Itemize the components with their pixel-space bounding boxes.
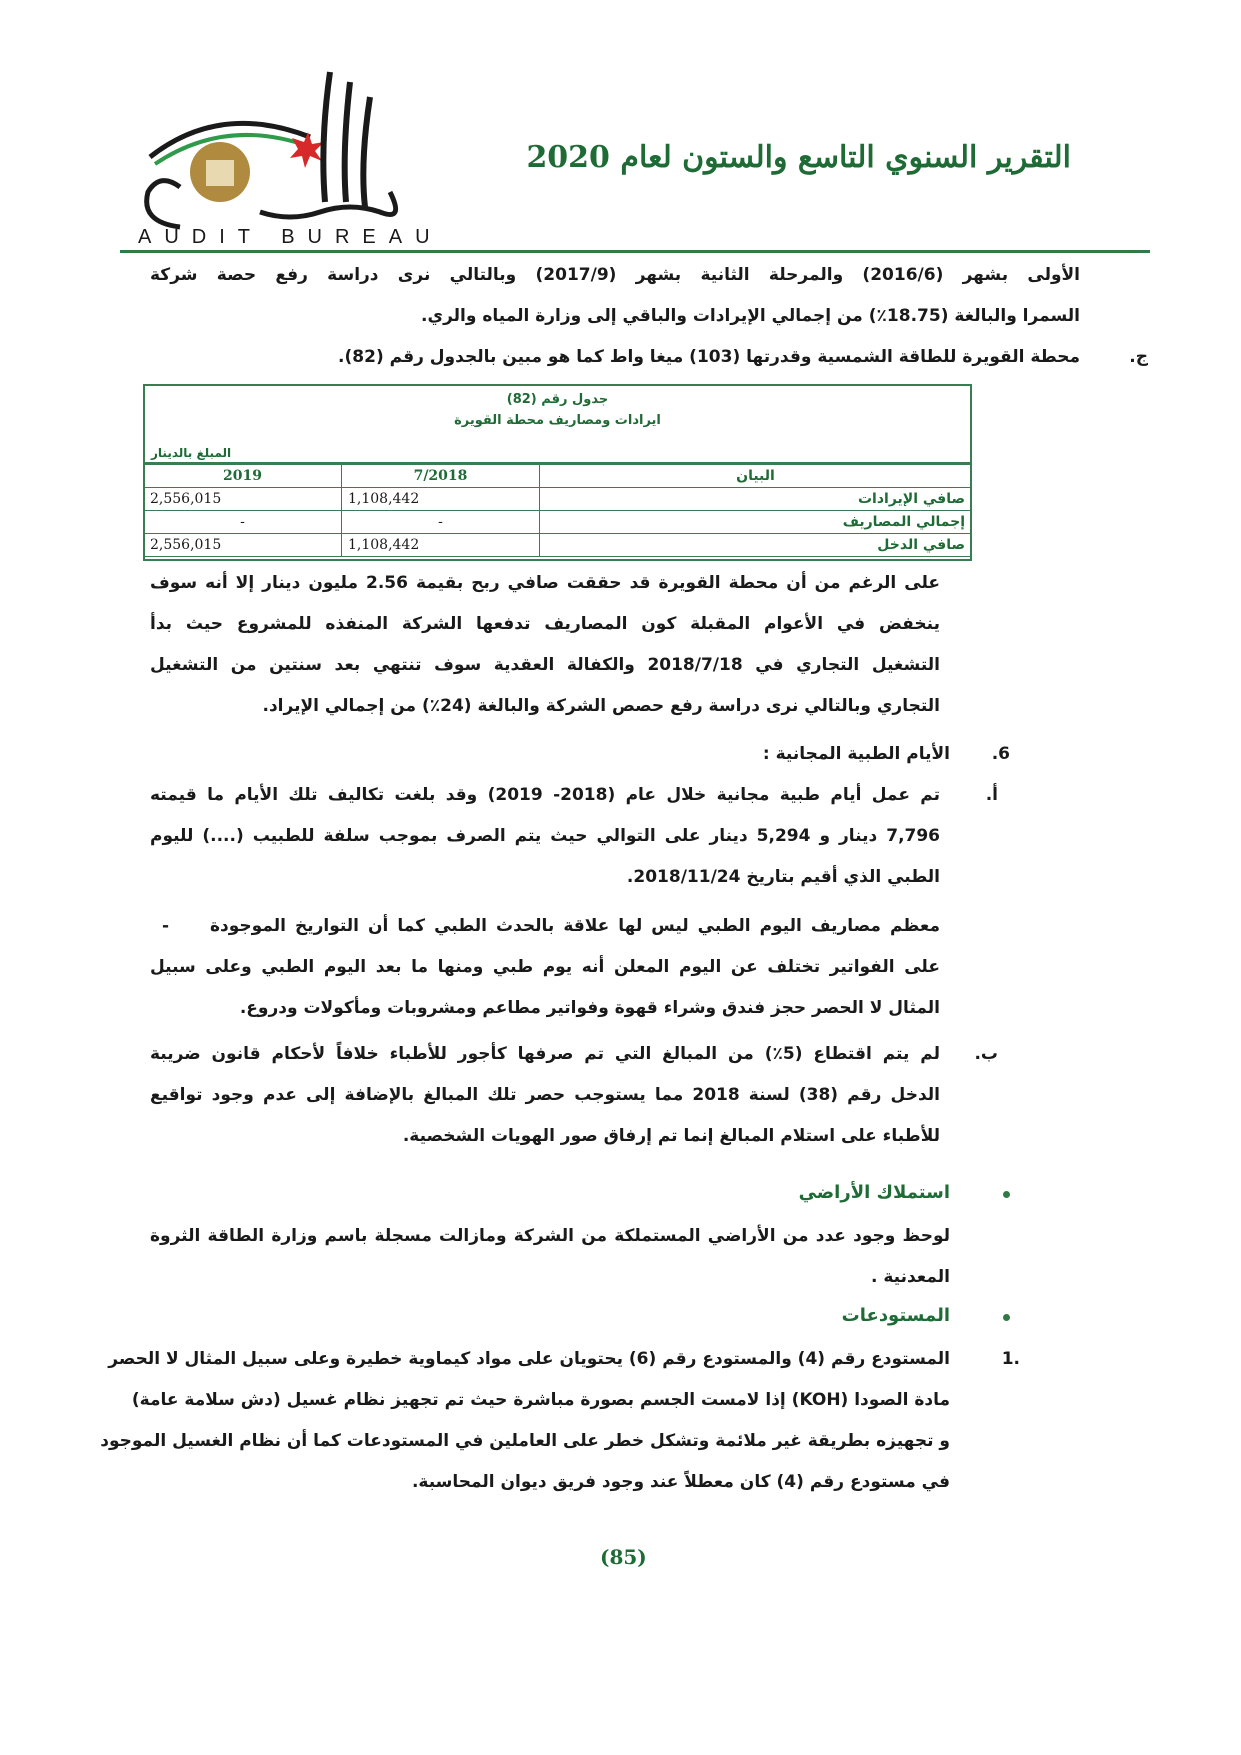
section-6-title: الأيام الطبية المجانية :	[762, 744, 950, 764]
revenue-expense-table	[143, 462, 972, 557]
page-header	[0, 0, 1241, 260]
lands-line-2: المعدنية .	[870, 1267, 950, 1287]
dash-line-2: على الفواتير تختلف عن اليوم المعلن أنه يوم طبي ومنها ما بعد اليوم الطبي وعلى سبيل	[150, 957, 940, 977]
table-header-row	[144, 464, 972, 488]
row-label: صافي الإيرادات	[540, 488, 972, 511]
row-label: صافي الدخل	[540, 534, 972, 557]
item-b-line-2: الدخل رقم (38) لسنة 2018 مما يستوجب حصر تلك المبالغ بالإضافة إلى عدم وجود تواقيع	[150, 1085, 940, 1105]
warehouses-line-3: و تجهيزه بطريقة غير ملائمة وتشكل خطر على العاملين في المستودعات كما أن نظام الغسيل الموجود	[100, 1431, 950, 1451]
table-row	[144, 534, 972, 557]
dash-marker: -	[162, 916, 170, 936]
cell-2018: 1,108,442	[342, 534, 540, 557]
item-b-line-1: لم يتم اقتطاع (5٪) من المبالغ التي تم صرفها كأجور للأطباء خلافاً لأحكام قانون ضريبة	[150, 1044, 940, 1064]
item-a-line-2: 7,796 دينار و 5,294 دينار على التوالي حيث يتم الصرف بموجب سلفة للطبيب (....) لليوم	[150, 826, 941, 846]
warehouse-item-1-marker: .1	[1001, 1349, 1020, 1369]
column-header-2019: 2019	[144, 464, 342, 488]
cell-2018: 1,108,442	[342, 488, 540, 511]
table-unit-label: المبلغ بالدينار	[151, 446, 232, 460]
dash-line-3: المثال لا الحصر حجز فندق وشراء قهوة وفواتير مطاعم ومشروبات ومأكولات ودروع.	[239, 998, 940, 1018]
section-6-marker: 6.	[991, 744, 1010, 764]
lands-line-1: لوحظ وجود عدد من الأراضي المستملكة من الشركة ومازالت مسجلة باسم وزارة الطاقة الثروة	[150, 1226, 950, 1246]
table-82	[143, 384, 972, 561]
bullet-icon	[1003, 1314, 1010, 1321]
table-subtitle: ايرادات ومصاريف محطة القويرة	[454, 413, 661, 428]
item-b-line-3: للأطباء على استلام المبالغ إنما تم إرفاق صور الهويات الشخصية.	[402, 1126, 940, 1146]
analysis-line-2: ينخفض في الأعوام المقبلة كون المصاريف تدفعها الشركة المنفذه للمشروع حيث بدأ	[150, 614, 940, 634]
dash-line-1: معظم مصاريف اليوم الطبي ليس لها علاقة بالحدث الطبي كما أن التواريخ الموجودة	[210, 916, 940, 936]
row-label: إجمالي المصاريف	[540, 511, 972, 534]
analysis-line-4: التجاري وبالتالي نرى دراسة رفع حصص الشركة والبالغة (24٪) من إجمالي الإيراد.	[262, 696, 940, 716]
logo-english-text: AUDIT BUREAU	[138, 226, 443, 248]
page-number: (85)	[600, 1545, 647, 1569]
lands-heading: استملاك الأراضي	[798, 1182, 950, 1203]
item-c-marker: ج.	[1129, 347, 1148, 367]
item-a-line-1: تم عمل أيام طبية مجانية خلال عام (2018- 2019) وقد بلغت تكاليف تلك الأيام ما قيمته	[150, 785, 941, 805]
item-a-line-3: الطبي الذي أقيم بتاريخ 2018/11/24.	[626, 867, 940, 887]
report-title: التقرير السنوي التاسع والستون لعام 2020	[526, 140, 1071, 175]
item-a-marker: أ.	[985, 785, 998, 805]
header-divider	[120, 250, 1150, 253]
intro-line-2: السمرا والبالغة (18.75٪) من إجمالي الإيرادات والباقي إلى وزارة المياه والري.	[421, 306, 1080, 326]
table-row	[144, 511, 972, 534]
cell-2019: -	[144, 511, 342, 534]
cell-2019: 2,556,015	[144, 534, 342, 557]
audit-bureau-logo	[120, 62, 420, 252]
warehouses-heading: المستودعات	[841, 1305, 950, 1326]
column-header-description: البيان	[540, 464, 972, 488]
item-c-text: محطة القويرة للطاقة الشمسية وقدرتها (103) ميغا واط كما هو مبين بالجدول رقم (82).	[338, 347, 1080, 367]
table-row	[144, 488, 972, 511]
analysis-line-1: على الرغم من أن محطة القويرة قد حققت صافي ربح بقيمة 2.56 مليون دينار إلا أنه سوف	[150, 573, 940, 593]
warehouses-line-1: المستودع رقم (4) والمستودع رقم (6) يحتويان على مواد كيماوية خطيرة وعلى سبيل المثال لا الحصر	[108, 1349, 950, 1369]
item-b-marker: ب.	[974, 1044, 998, 1064]
bullet-icon	[1003, 1191, 1010, 1198]
warehouses-line-2: مادة الصودا (KOH) إذا لامست الجسم بصورة مباشرة حيث تم تجهيز نظام غسيل (دش سلامة عامة)	[131, 1390, 950, 1410]
cell-2019: 2,556,015	[144, 488, 342, 511]
warehouses-line-4: في مستودع رقم (4) كان معطلاً عند وجود فريق ديوان المحاسبة.	[411, 1472, 950, 1492]
intro-line-1: الأولى بشهر (2016/6) والمرحلة الثانية بشهر (2017/9) وبالتالي نرى دراسة رفع حصة شركة	[150, 265, 1081, 285]
cell-2018: -	[342, 511, 540, 534]
analysis-line-3: التشغيل التجاري في 2018/7/18 والكفالة العقدية سوف تنتهي بعد سنتين من التشغيل	[150, 655, 940, 675]
table-title: جدول رقم (82)	[506, 392, 609, 407]
star-icon	[290, 132, 324, 168]
column-header-2018: 7/2018	[342, 464, 540, 488]
